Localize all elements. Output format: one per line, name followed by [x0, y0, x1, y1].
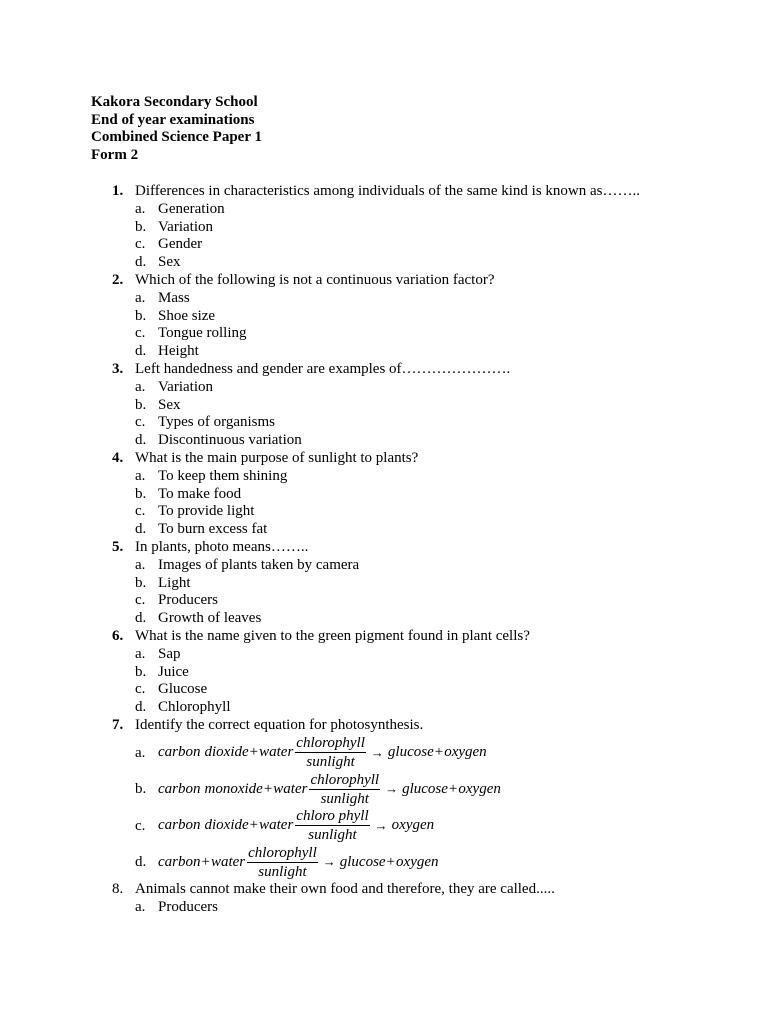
eq-term: carbon	[158, 780, 201, 797]
question-text: What is the main purpose of sunlight to plants?	[135, 449, 419, 466]
arrow-icon: →	[322, 854, 336, 870]
question-5	[0, 539, 768, 628]
school-name: Kakora Secondary School	[91, 94, 258, 110]
option-text: To provide light	[158, 503, 255, 520]
option-a	[0, 468, 768, 486]
eq-term: oxygen	[444, 744, 487, 761]
option-text: Shoe size	[158, 307, 216, 324]
option-d	[0, 610, 768, 628]
option-text: Variation	[158, 218, 213, 235]
option-c	[0, 681, 768, 699]
condition-fraction	[309, 772, 380, 807]
option-c	[0, 236, 768, 254]
option-letter: a.	[135, 289, 146, 306]
plus-sign: +	[386, 853, 396, 870]
option-letter: b.	[135, 307, 147, 324]
option-letter: b.	[135, 574, 147, 591]
fraction-denominator: sunlight	[308, 827, 357, 844]
fraction-numerator: chlorophyll	[310, 771, 380, 788]
option-text: Juice	[158, 663, 189, 680]
photosynthesis-equation	[158, 808, 434, 844]
photosynthesis-equation	[158, 735, 487, 771]
plus-sign: +	[434, 744, 444, 761]
eq-term: oxygen	[396, 853, 439, 870]
question-number: 4.	[112, 449, 124, 466]
option-letter: d.	[135, 610, 147, 627]
option-letter: b.	[135, 396, 147, 413]
option-letter: d.	[135, 521, 147, 538]
option-letter: c.	[135, 592, 146, 609]
option-text: Gender	[158, 236, 203, 253]
option-letter: b.	[135, 663, 147, 680]
option-d	[0, 699, 768, 717]
question-7	[0, 717, 768, 881]
question-number: 2.	[112, 271, 124, 288]
question-2	[0, 272, 768, 361]
option-letter: a.	[135, 467, 146, 484]
arrow-icon: →	[370, 744, 384, 760]
option-letter: c.	[135, 325, 146, 342]
question-number: 7.	[112, 716, 124, 733]
option-a	[0, 379, 768, 397]
question-4	[0, 450, 768, 539]
eq-term: monoxide	[204, 780, 263, 797]
question-list	[0, 183, 768, 916]
option-text: To make food	[158, 485, 242, 502]
question-number: 1.	[112, 183, 124, 199]
question-8	[0, 881, 768, 917]
option-text: Producers	[158, 898, 218, 915]
eq-term: glucose	[339, 853, 386, 870]
fraction-denominator: sunlight	[258, 863, 307, 880]
question-text: What is the name given to the green pigment found in plant cells?	[135, 627, 530, 644]
option-text: Tongue rolling	[158, 325, 247, 342]
option-letter: a.	[135, 744, 146, 761]
option-c	[0, 325, 768, 343]
eq-term: oxygen	[458, 780, 501, 797]
fraction-numerator: chloro phyll	[296, 808, 369, 825]
eq-term: water	[259, 817, 294, 834]
option-c	[0, 503, 768, 521]
option-text: Sex	[158, 396, 181, 413]
question-text: In plants, photo means……..	[135, 538, 309, 555]
eq-term: carbon	[158, 817, 201, 834]
arrow-icon: →	[374, 817, 388, 833]
option-letter: a.	[135, 645, 146, 662]
question-text: Animals cannot make their own food and therefore, they are called.....	[135, 880, 555, 897]
question-text: Left handedness and gender are examples of………………….	[135, 360, 511, 377]
option-letter: b.	[135, 218, 147, 235]
option-text: Generation	[158, 200, 225, 217]
option-letter: d.	[135, 432, 147, 449]
option-text: Sex	[158, 254, 181, 271]
option-text: Light	[158, 574, 191, 591]
option-b	[0, 664, 768, 682]
option-a	[0, 290, 768, 308]
plus-sign: +	[448, 780, 458, 797]
exam-header	[91, 94, 262, 164]
option-text: Height	[158, 343, 199, 360]
option-c	[0, 414, 768, 432]
eq-term: water	[273, 780, 308, 797]
option-letter: c.	[135, 236, 146, 253]
option-text: Discontinuous variation	[158, 432, 302, 449]
equation-option-d	[0, 844, 768, 881]
condition-fraction	[295, 808, 369, 843]
photosynthesis-equation	[158, 844, 439, 880]
option-b	[0, 575, 768, 593]
question-number: 8.	[112, 880, 124, 897]
option-text: To keep them shining	[158, 467, 288, 484]
option-text: Chlorophyll	[158, 699, 231, 716]
question-number: 5.	[112, 538, 124, 555]
question-6	[0, 628, 768, 717]
paper-title: Combined Science Paper 1	[91, 129, 262, 146]
option-d	[0, 343, 768, 361]
option-b	[0, 486, 768, 504]
option-text: To burn excess fat	[158, 521, 268, 538]
eq-term: glucose	[387, 744, 434, 761]
option-letter: c.	[135, 681, 146, 698]
eq-term: dioxide	[204, 744, 249, 761]
option-letter: d.	[135, 343, 147, 360]
option-letter: c.	[135, 817, 146, 834]
question-1	[0, 183, 768, 272]
eq-term: oxygen	[391, 817, 435, 834]
condition-fraction	[247, 845, 318, 880]
option-letter: d.	[135, 254, 147, 271]
option-letter: c.	[135, 414, 146, 431]
option-d	[0, 432, 768, 450]
option-letter: c.	[135, 503, 146, 520]
option-text: Producers	[158, 592, 218, 609]
question-3	[0, 361, 768, 450]
fraction-numerator: chlorophyll	[296, 735, 365, 752]
eq-term: dioxide	[204, 817, 249, 834]
question-text: Identify the correct equation for photosynthesis.	[135, 716, 424, 733]
plus-sign: +	[201, 853, 210, 870]
option-text: Types of organisms	[158, 414, 275, 431]
option-text: Growth of leaves	[158, 610, 262, 627]
option-a	[0, 201, 768, 219]
question-number: 3.	[112, 360, 124, 377]
photosynthesis-equation	[158, 771, 501, 807]
option-b	[0, 308, 768, 326]
option-letter: d.	[135, 699, 147, 716]
condition-fraction	[295, 735, 366, 770]
eq-term: water	[259, 744, 294, 761]
arrow-icon: →	[385, 781, 399, 797]
form-level: Form 2	[91, 146, 139, 163]
plus-sign: +	[249, 744, 259, 761]
option-b	[0, 219, 768, 237]
fraction-denominator: sunlight	[306, 754, 355, 771]
option-letter: b.	[135, 781, 147, 798]
option-text: Glucose	[158, 681, 208, 698]
option-a	[0, 646, 768, 664]
option-a	[0, 557, 768, 575]
plus-sign: +	[249, 817, 259, 834]
question-number: 6.	[112, 627, 124, 644]
eq-term: carbon	[158, 744, 201, 761]
option-d	[0, 254, 768, 272]
option-letter: a.	[135, 898, 146, 915]
eq-term: glucose	[402, 780, 448, 797]
equation-option-b	[0, 771, 768, 808]
option-text: Variation	[158, 378, 213, 395]
option-letter: a.	[135, 556, 146, 573]
equation-option-a	[0, 735, 768, 772]
exam-title: End of year examinations	[91, 111, 255, 128]
option-text: Sap	[158, 645, 181, 662]
option-d	[0, 521, 768, 539]
option-c	[0, 592, 768, 610]
equation-option-c	[0, 808, 768, 845]
fraction-denominator: sunlight	[320, 790, 369, 807]
option-b	[0, 397, 768, 415]
question-text: Which of the following is not a continuous variation factor?	[135, 271, 495, 288]
option-text: Mass	[158, 289, 190, 306]
eq-term: carbon	[158, 853, 201, 870]
option-letter: b.	[135, 485, 147, 502]
option-letter: d.	[135, 854, 147, 871]
option-letter: a.	[135, 200, 146, 217]
fraction-numerator: chlorophyll	[248, 844, 317, 861]
eq-term: water	[210, 853, 246, 870]
option-letter: a.	[135, 378, 146, 395]
option-text: Images of plants taken by camera	[158, 556, 360, 573]
option-a	[0, 899, 768, 917]
question-text: Differences in characteristics among individuals of the same kind is known as……..	[135, 183, 641, 199]
plus-sign: +	[263, 780, 273, 797]
